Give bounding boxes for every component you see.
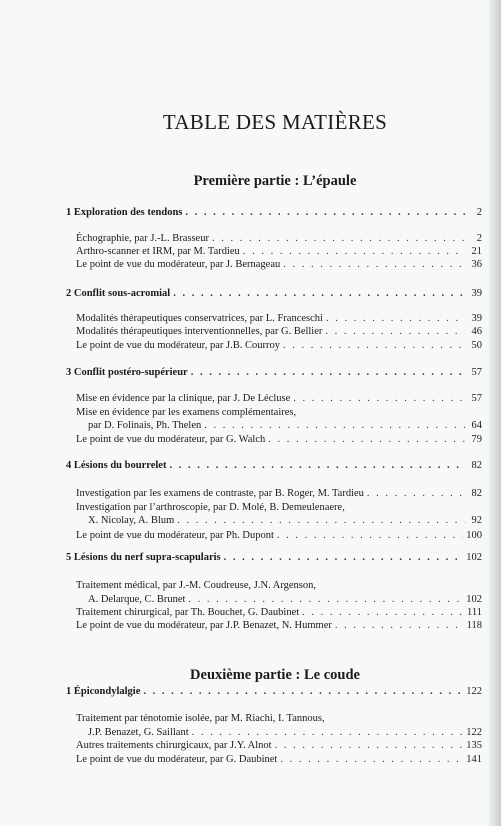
toc-entry[interactable] — [76, 393, 482, 405]
page-number: 50 — [471, 340, 482, 351]
leader-dots — [283, 340, 465, 352]
toc-entry[interactable] — [76, 233, 482, 245]
leader-dots — [335, 620, 464, 632]
leader-dots — [185, 207, 465, 218]
page-title: TABLE DES MATIÈRES — [162, 110, 388, 134]
chapter-label: 1 Épicondylalgie — [66, 686, 141, 697]
page-number: 79 — [471, 434, 482, 445]
toc-entry-line-1[interactable] — [76, 502, 482, 514]
toc-entry[interactable] — [76, 313, 482, 325]
toc-entry[interactable] — [76, 246, 482, 258]
leader-dots — [143, 686, 463, 697]
entry-text: Mise en évidence par les examens complémentaires, — [76, 407, 297, 418]
toc-entry-line-2[interactable] — [88, 420, 482, 432]
leader-dots — [188, 594, 463, 606]
page-number: 2 — [476, 233, 482, 244]
leader-dots — [169, 460, 465, 471]
entry-text: Le point de vue du modérateur, par G. Daubinet — [76, 754, 278, 765]
page-number: 57 — [471, 393, 482, 404]
page-number: 82 — [471, 488, 482, 499]
entry-text-continued: A. Delarque, C. Brunet — [88, 594, 186, 605]
chapter-heading[interactable] — [66, 552, 482, 563]
toc-entry[interactable] — [76, 488, 482, 500]
chapter-heading[interactable] — [66, 367, 482, 378]
entry-text: Mise en évidence par la clinique, par J. De Lécluse — [76, 393, 291, 404]
entry-text: Échographie, par J.-L. Brasseur — [76, 233, 209, 244]
entry-text: Le point de vue du modérateur, par J. Bernageau — [76, 259, 281, 270]
toc-entry-line-1[interactable] — [76, 407, 482, 419]
page-number: 64 — [471, 420, 482, 431]
leader-dots — [212, 233, 465, 245]
page-number: 102 — [466, 594, 482, 605]
page-number: 100 — [466, 530, 482, 541]
entry-text-continued: par D. Folinais, Ph. Thelen — [88, 420, 202, 431]
leader-dots — [243, 246, 465, 258]
entry-text: Le point de vue du modérateur, par J.P. Benazet, N. Hummer — [76, 620, 332, 631]
leader-dots — [204, 420, 465, 432]
page-number: 36 — [471, 259, 482, 270]
leader-dots — [280, 754, 463, 766]
toc-entry-line-2[interactable] — [88, 727, 482, 739]
toc-entry[interactable] — [76, 620, 482, 632]
entry-text-continued: J.P. Benazet, G. Saillant — [88, 727, 189, 738]
page-edge-shadow — [489, 0, 501, 826]
page-number: 141 — [466, 754, 482, 765]
page-number: 46 — [471, 326, 482, 337]
toc-entry[interactable] — [76, 530, 482, 542]
entry-text: Modalités thérapeutiques interventionnelles, par G. Bellier — [76, 326, 323, 337]
entry-text: Traitement par ténotomie isolée, par M. Riachi, I. Tannous, — [76, 713, 325, 724]
toc-entry[interactable] — [76, 607, 482, 619]
leader-dots — [224, 552, 464, 563]
page-number: 135 — [466, 740, 482, 751]
toc-entry-line-1[interactable] — [76, 713, 482, 725]
part-title-1: Première partie : L’épaule — [193, 173, 357, 189]
page-number: 122 — [466, 686, 482, 697]
leader-dots — [302, 607, 464, 619]
page-number: 21 — [471, 246, 482, 257]
leader-dots — [173, 288, 465, 299]
leader-dots — [283, 259, 465, 271]
page-number: 57 — [471, 367, 482, 378]
chapter-label: 5 Lésions du nerf supra-scapularis — [66, 552, 221, 563]
toc-entry-line-1[interactable] — [76, 580, 482, 592]
entry-text: Investigation par l’arthroscopie, par D. Molé, B. Demeulenaere, — [76, 502, 345, 513]
chapter-label: 4 Lésions du bourrelet — [66, 460, 167, 471]
toc-entry[interactable] — [76, 259, 482, 271]
leader-dots — [326, 313, 465, 325]
entry-text: Investigation par les examens de contraste, par B. Roger, M. Tardieu — [76, 488, 364, 499]
leader-dots — [177, 515, 465, 527]
page-number: 122 — [466, 727, 482, 738]
entry-text: Traitement médical, par J.-M. Coudreuse, J.N. Argenson, — [76, 580, 317, 591]
page-number: 82 — [471, 460, 482, 471]
toc-entry[interactable] — [76, 340, 482, 352]
chapter-heading[interactable] — [66, 207, 482, 218]
entry-text-continued: X. Nicolay, A. Blum — [88, 515, 175, 526]
page-number: 39 — [471, 288, 482, 299]
page-number: 111 — [467, 607, 482, 618]
leader-dots — [367, 488, 465, 500]
toc-entry[interactable] — [76, 434, 482, 446]
entry-text: Le point de vue du modérateur, par J.B. Courroy — [76, 340, 280, 351]
page-number: 102 — [466, 552, 482, 563]
entry-text: Modalités thérapeutiques conservatrices, par L. Franceschi — [76, 313, 323, 324]
leader-dots — [268, 434, 465, 446]
entry-text: Le point de vue du modérateur, par G. Walch — [76, 434, 266, 445]
entry-text: Autres traitements chirurgicaux, par J.Y. Alnot — [76, 740, 272, 751]
chapter-heading[interactable] — [66, 288, 482, 299]
chapter-heading[interactable] — [66, 460, 482, 471]
toc-entry-line-2[interactable] — [88, 594, 482, 606]
leader-dots — [325, 326, 465, 338]
leader-dots — [191, 367, 465, 378]
leader-dots — [192, 727, 464, 739]
chapter-label: 2 Conflit sous-acromial — [66, 288, 171, 299]
entry-text: Arthro-scanner et IRM, par M. Tardieu — [76, 246, 240, 257]
chapter-label: 1 Exploration des tendons — [66, 207, 183, 218]
leader-dots — [293, 393, 465, 405]
toc-entry[interactable] — [76, 326, 482, 338]
leader-dots — [277, 530, 463, 542]
page-number: 2 — [476, 207, 482, 218]
toc-entry-line-2[interactable] — [88, 515, 482, 527]
part-title-2: Deuxième partie : Le coude — [190, 667, 360, 683]
entry-text: Traitement chirurgical, par Th. Bouchet, G. Daubinet — [76, 607, 300, 618]
entry-text: Le point de vue du modérateur, par Ph. Dupont — [76, 530, 274, 541]
toc-entry[interactable] — [76, 740, 482, 752]
page-number: 92 — [471, 515, 482, 526]
toc-entry[interactable] — [76, 754, 482, 766]
chapter-heading[interactable] — [66, 686, 482, 697]
leader-dots — [275, 740, 464, 752]
page-number: 39 — [471, 313, 482, 324]
chapter-label: 3 Conflit postéro-supérieur — [66, 367, 188, 378]
page-number: 118 — [466, 620, 482, 631]
